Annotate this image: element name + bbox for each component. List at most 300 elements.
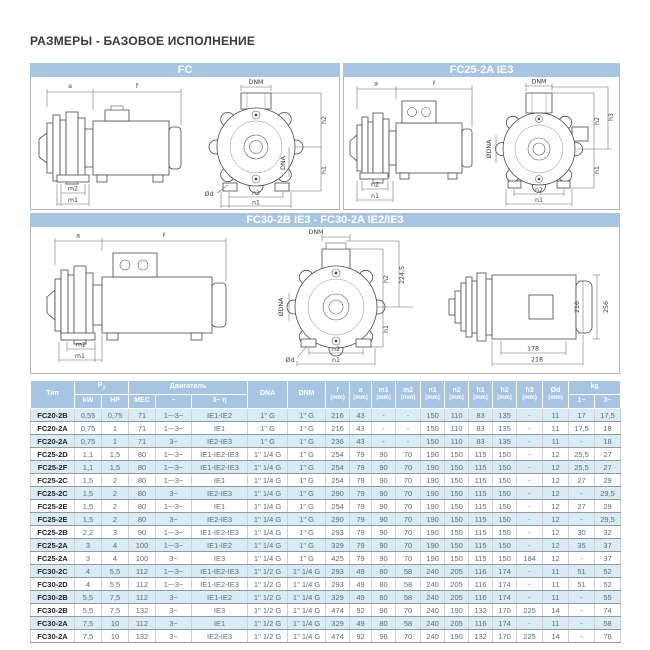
table-header [31, 381, 621, 409]
fc30-top-view [449, 273, 610, 366]
cell-value: 150 [445, 487, 469, 500]
table-row [31, 409, 621, 422]
cell-value: 80 [372, 591, 396, 604]
cell-value: 11 [543, 591, 569, 604]
cell-value: 2 [102, 513, 129, 526]
table-row [31, 526, 621, 539]
cell-value: 1~-3~ [156, 422, 192, 435]
cell-value: 254 [326, 448, 350, 461]
cell-value: 7,5 [75, 617, 102, 630]
cell-value: 150 [493, 526, 517, 539]
table-row [31, 500, 621, 513]
cell-value: 1~-3~ [156, 565, 192, 578]
cell-value: 240 [421, 604, 445, 617]
panel-fc-title: FC [30, 63, 340, 77]
cell-value: 132 [129, 604, 156, 617]
cell-value: 174 [493, 578, 517, 591]
cell-value: IE2-IE3 [192, 435, 248, 448]
cell-value: IE2-IE3 [192, 513, 248, 526]
cell-value: 2 [102, 487, 129, 500]
cell-value: 1~-3~ [156, 448, 192, 461]
cell-value: 27 [569, 500, 595, 513]
cell-value: 55 [595, 591, 621, 604]
col-header-hp: HP [102, 395, 129, 409]
cell-value: 1" G [288, 513, 326, 526]
cell-value: 80 [129, 474, 156, 487]
dim-label-od: Ød [285, 357, 295, 364]
cell-value: 110 [445, 435, 469, 448]
cell-value: 190 [421, 526, 445, 539]
cell-value: 52 [595, 578, 621, 591]
dim-label-224-5: 224,5 [399, 265, 406, 285]
cell-value: 190 [421, 461, 445, 474]
cell-value: 52 [595, 565, 621, 578]
cell-value: 240 [421, 565, 445, 578]
cell-value: 79 [350, 539, 372, 552]
cell-value: 1" 1/4 G [248, 552, 288, 565]
dim-label-218: 218 [530, 356, 544, 364]
cell-value: 1~-3~ [156, 461, 192, 474]
cell-value: 12 [543, 513, 569, 526]
cell-value: 2 [102, 474, 129, 487]
cell-value: 49 [350, 578, 372, 591]
table-row [31, 539, 621, 552]
dim-label-a: a [76, 232, 80, 240]
cell-value: 254 [326, 461, 350, 474]
cell-value: 150 [493, 500, 517, 513]
cell-value: 90 [372, 552, 396, 565]
cell-value: IE1-IE2 [192, 409, 248, 422]
cell-value: 12 [543, 539, 569, 552]
cell-value: - [396, 435, 421, 448]
cell-value: 1" 1/4 G [248, 448, 288, 461]
cell-value: 150 [445, 526, 469, 539]
cell-value: 115 [469, 461, 493, 474]
cell-value: 90 [129, 526, 156, 539]
cell-value: 1,5 [75, 487, 102, 500]
cell-value: 70 [396, 500, 421, 513]
dim-label-f: f [162, 232, 166, 240]
cell-value: 2 [102, 500, 129, 513]
cell-value: 3~ [156, 630, 192, 643]
col-header-h1: h1 (mm) [469, 381, 493, 409]
col-header-phase3: 3~ η [192, 395, 248, 409]
cell-value: 205 [445, 578, 469, 591]
cell-pump-type: FC30-2D [31, 578, 75, 591]
panel-fc25 [343, 63, 620, 210]
cell-pump-type: FC30-2B [31, 604, 75, 617]
cell-value: 1~-3~ [156, 409, 192, 422]
cell-value: 190 [445, 604, 469, 617]
cell-value: 58 [396, 578, 421, 591]
cell-value: 1" 1/2 G [248, 604, 288, 617]
dim-label-n2: n2 [332, 346, 340, 353]
cell-value: 70 [396, 604, 421, 617]
cell-value: 150 [493, 513, 517, 526]
cell-value: 190 [421, 500, 445, 513]
cell-value: 1" G [288, 487, 326, 500]
cell-value: 70 [396, 448, 421, 461]
cell-value: 83 [469, 409, 493, 422]
cell-value: 1" 1/4 G [288, 604, 326, 617]
table-row [31, 422, 621, 435]
dim-label-m1: m1 [74, 353, 86, 360]
cell-value: 29,5 [595, 513, 621, 526]
cell-pump-type: FC30-2C [31, 565, 75, 578]
panel-fc25-drawing-area [343, 77, 620, 210]
cell-value: - [569, 617, 595, 630]
cell-pump-type: FC25-2C [31, 487, 75, 500]
cell-pump-type: FC30-2B [31, 591, 75, 604]
table-row [31, 461, 621, 474]
cell-value: 79 [350, 461, 372, 474]
table-row [31, 591, 621, 604]
cell-value: - [372, 422, 396, 435]
cell-value: 80 [372, 617, 396, 630]
col-header-n2: n2 (mm) [445, 381, 469, 409]
dim-label-dna: ØDNA [278, 297, 285, 317]
cell-value: 112 [129, 617, 156, 630]
cell-value: 12 [543, 461, 569, 474]
cell-value: 71 [129, 409, 156, 422]
col-header-dna: DNA [248, 381, 288, 409]
cell-value: 150 [421, 409, 445, 422]
table-row [31, 474, 621, 487]
cell-value: 92 [350, 604, 372, 617]
cell-value: 14 [543, 630, 569, 643]
cell-value: 35 [569, 539, 595, 552]
cell-value: 150 [493, 461, 517, 474]
cell-pump-type: FC25-2D [31, 448, 75, 461]
cell-value: 240 [421, 630, 445, 643]
cell-value: 90 [372, 526, 396, 539]
cell-value: 4 [102, 539, 129, 552]
cell-value: 293 [326, 578, 350, 591]
dim-label-a: a [68, 83, 72, 90]
cell-value: - [569, 435, 595, 448]
cell-value: IE1-IE2 [192, 539, 248, 552]
cell-value: 150 [493, 539, 517, 552]
table-row [31, 578, 621, 591]
cell-value: 116 [469, 565, 493, 578]
cell-value: 1" G [288, 526, 326, 539]
cell-value: 205 [445, 617, 469, 630]
cell-value: - [517, 617, 543, 630]
cell-value: 90 [372, 474, 396, 487]
cell-value: 290 [326, 513, 350, 526]
cell-value: - [569, 591, 595, 604]
cell-value: 1" 1/4 G [288, 578, 326, 591]
cell-value: 70 [396, 526, 421, 539]
page-title: РАЗМЕРЫ - БАЗОВОЕ ИСПОЛНЕНИЕ [30, 34, 256, 48]
dim-label-m2: m2 [75, 341, 87, 349]
cell-value: 80 [129, 500, 156, 513]
cell-value: 1" G [288, 539, 326, 552]
cell-value: 1,1 [75, 448, 102, 461]
cell-pump-type: FC20-2A [31, 435, 75, 448]
col-header-od: Ød (mm) [543, 381, 569, 409]
cell-pump-type: FC25-2E [31, 500, 75, 513]
cell-value: 96 [372, 604, 396, 617]
cell-value: 70 [396, 539, 421, 552]
cell-value: 1" G [288, 422, 326, 435]
cell-value: 1" G [288, 435, 326, 448]
cell-value: 135 [493, 435, 517, 448]
cell-value: 79 [350, 552, 372, 565]
cell-value: 17,5 [569, 422, 595, 435]
fc30-pump-drawing [31, 227, 619, 373]
cell-value: 25,5 [569, 461, 595, 474]
cell-value: 174 [493, 565, 517, 578]
cell-value: 240 [421, 591, 445, 604]
cell-value: - [517, 539, 543, 552]
dimensions-table [30, 380, 621, 643]
dim-label-m1: m1 [67, 197, 79, 204]
dim-label-h1: h1 [594, 166, 601, 174]
cell-value: 11 [543, 409, 569, 422]
cell-value: 11 [543, 617, 569, 630]
cell-value: 190 [421, 552, 445, 565]
cell-value: 150 [445, 474, 469, 487]
cell-value: 12 [543, 552, 569, 565]
cell-value: 150 [445, 513, 469, 526]
col-header-kg1: 1~ [569, 395, 595, 409]
cell-value: 3~ [156, 604, 192, 617]
col-header-m1: m1 (mm) [372, 381, 396, 409]
cell-value: 5,5 [102, 565, 129, 578]
cell-value: 70 [396, 474, 421, 487]
cell-value: 1" 1/2 G [248, 630, 288, 643]
cell-value: 0,75 [75, 422, 102, 435]
cell-value: IE2-IE3 [192, 630, 248, 643]
cell-value: 1" 1/2 G [248, 565, 288, 578]
cell-value: 150 [493, 474, 517, 487]
cell-value: 12 [543, 448, 569, 461]
cell-value: IE1-IE2-IE3 [192, 461, 248, 474]
cell-value: 1" 1/2 G [248, 578, 288, 591]
cell-value: 1" 1/4 G [248, 513, 288, 526]
cell-value: 25,5 [569, 448, 595, 461]
cell-value: 11 [543, 422, 569, 435]
cell-value: 115 [469, 448, 493, 461]
cell-pump-type: FC30-2A [31, 630, 75, 643]
cell-value: 5,5 [75, 604, 102, 617]
cell-value: 5,5 [75, 591, 102, 604]
cell-value: - [517, 448, 543, 461]
cell-value: 27 [569, 474, 595, 487]
cell-value: 3~ [156, 591, 192, 604]
cell-value: 10 [102, 617, 129, 630]
panel-fc25-title: FC25-2A IE3 [343, 63, 620, 77]
cell-value: 29 [595, 500, 621, 513]
cell-value: 1,5 [75, 513, 102, 526]
dim-label-h3: h3 [608, 113, 615, 121]
cell-value: - [569, 604, 595, 617]
cell-value: IE1 [192, 422, 248, 435]
cell-value: 3~ [156, 487, 192, 500]
cell-value: 0,75 [75, 435, 102, 448]
cell-value: 329 [326, 591, 350, 604]
cell-value: 80 [372, 565, 396, 578]
cell-value: 30 [569, 526, 595, 539]
cell-pump-type: FC25-2A [31, 552, 75, 565]
cell-value: 90 [372, 500, 396, 513]
cell-value: - [517, 591, 543, 604]
cell-value: 150 [493, 552, 517, 565]
cell-value: - [569, 630, 595, 643]
cell-value: 43 [350, 422, 372, 435]
cell-value: 43 [350, 435, 372, 448]
cell-pump-type: FC25-2C [31, 474, 75, 487]
cell-value: 1,5 [75, 500, 102, 513]
cell-value: IE3 [192, 604, 248, 617]
cell-value: 79 [350, 513, 372, 526]
cell-value: 150 [445, 500, 469, 513]
cell-value: 4 [75, 578, 102, 591]
dim-label-n1: n1 [332, 357, 340, 364]
cell-value: 7,5 [102, 591, 129, 604]
cell-value: 115 [469, 487, 493, 500]
cell-value: 132 [469, 604, 493, 617]
cell-value: 474 [326, 604, 350, 617]
cell-value: 254 [326, 474, 350, 487]
cell-value: 425 [326, 552, 350, 565]
cell-value: 51 [569, 565, 595, 578]
cell-value: 225 [517, 604, 543, 617]
cell-value: 80 [129, 448, 156, 461]
cell-value: 1" G [248, 409, 288, 422]
cell-value: 216 [326, 409, 350, 422]
panel-fc-drawing-area [30, 77, 340, 210]
cell-value: 116 [469, 617, 493, 630]
col-header-mec: МЕС [129, 395, 156, 409]
cell-value: 2,2 [75, 526, 102, 539]
cell-value: 116 [469, 578, 493, 591]
table-row [31, 513, 621, 526]
cell-value: 174 [493, 591, 517, 604]
cell-value: 71 [129, 435, 156, 448]
cell-value: 51 [569, 578, 595, 591]
cell-value: 10 [102, 630, 129, 643]
cell-value: - [372, 409, 396, 422]
cell-value: 76 [595, 630, 621, 643]
cell-value: 70 [396, 630, 421, 643]
cell-value: 79 [350, 448, 372, 461]
cell-value: 115 [469, 552, 493, 565]
cell-value: 205 [445, 591, 469, 604]
cell-value: 112 [129, 578, 156, 591]
cell-value: 1,1 [75, 461, 102, 474]
cell-value: 70 [396, 552, 421, 565]
cell-value: 1" 1/4 G [288, 630, 326, 643]
cell-value: IE1 [192, 617, 248, 630]
cell-value: 3~ [156, 552, 192, 565]
cell-value: IE1-IE2-IE3 [192, 448, 248, 461]
cell-value: 170 [493, 630, 517, 643]
cell-value: 1" G [288, 500, 326, 513]
cell-value: 1,5 [75, 474, 102, 487]
panel-fc30 [30, 213, 620, 374]
table-row [31, 617, 621, 630]
cell-value: 71 [129, 422, 156, 435]
cell-pump-type: FC25-2A [31, 539, 75, 552]
cell-value: 3~ [156, 513, 192, 526]
cell-value: - [569, 487, 595, 500]
col-header-dnm: DNM [288, 381, 326, 409]
cell-value: 100 [129, 552, 156, 565]
dim-label-n1: n1 [371, 193, 379, 200]
cell-value: 1" G [288, 409, 326, 422]
cell-value: 1" G [248, 422, 288, 435]
dim-label-a: a [374, 80, 378, 88]
dim-label-f: f [135, 83, 139, 90]
cell-value: - [517, 513, 543, 526]
cell-value: - [517, 565, 543, 578]
cell-value: 7,5 [75, 630, 102, 643]
cell-value: 110 [445, 409, 469, 422]
table-row [31, 448, 621, 461]
cell-value: 115 [469, 474, 493, 487]
cell-value: 1" 1/4 G [248, 526, 288, 539]
cell-value: 43 [350, 409, 372, 422]
cell-value: 474 [326, 630, 350, 643]
cell-value: 79 [350, 487, 372, 500]
cell-value: 37 [595, 552, 621, 565]
table-row [31, 604, 621, 617]
dim-label-dnm: DNM [308, 229, 324, 236]
cell-value: 29,5 [595, 487, 621, 500]
cell-pump-type: FC20-2B [31, 409, 75, 422]
col-header-phase1: ~ [156, 395, 192, 409]
cell-value: 1" 1/4 G [248, 539, 288, 552]
dim-label-n1: n1 [535, 197, 543, 204]
cell-value: 4 [102, 552, 129, 565]
cell-value: - [517, 422, 543, 435]
cell-value: - [569, 513, 595, 526]
cell-value: 80 [129, 487, 156, 500]
cell-value: 1" G [288, 474, 326, 487]
cell-value: 90 [372, 539, 396, 552]
cell-value: 135 [493, 422, 517, 435]
cell-value: 329 [326, 617, 350, 630]
cell-value: 7,5 [102, 604, 129, 617]
cell-value: 135 [493, 409, 517, 422]
cell-value: - [517, 435, 543, 448]
cell-value: 80 [129, 513, 156, 526]
cell-value: 1" 1/2 G [248, 617, 288, 630]
cell-value: 79 [350, 526, 372, 539]
dim-label-n1: n1 [252, 199, 260, 207]
cell-value: 110 [445, 422, 469, 435]
cell-value: 254 [326, 500, 350, 513]
cell-value: 150 [421, 435, 445, 448]
cell-value: 3 [102, 526, 129, 539]
cell-value: 115 [469, 513, 493, 526]
cell-value: 116 [469, 591, 493, 604]
cell-value: 1" G [248, 435, 288, 448]
cell-value: 14 [543, 604, 569, 617]
cell-value: 49 [350, 617, 372, 630]
cell-value: 1" G [288, 552, 326, 565]
cell-value: IE1-IE2 [192, 591, 248, 604]
cell-value: 58 [396, 591, 421, 604]
col-header-n1: n1 (mm) [421, 381, 445, 409]
cell-value: 100 [129, 539, 156, 552]
cell-value: - [372, 435, 396, 448]
dim-label-h2: h2 [321, 116, 328, 124]
cell-value: - [517, 409, 543, 422]
cell-value: 293 [326, 565, 350, 578]
